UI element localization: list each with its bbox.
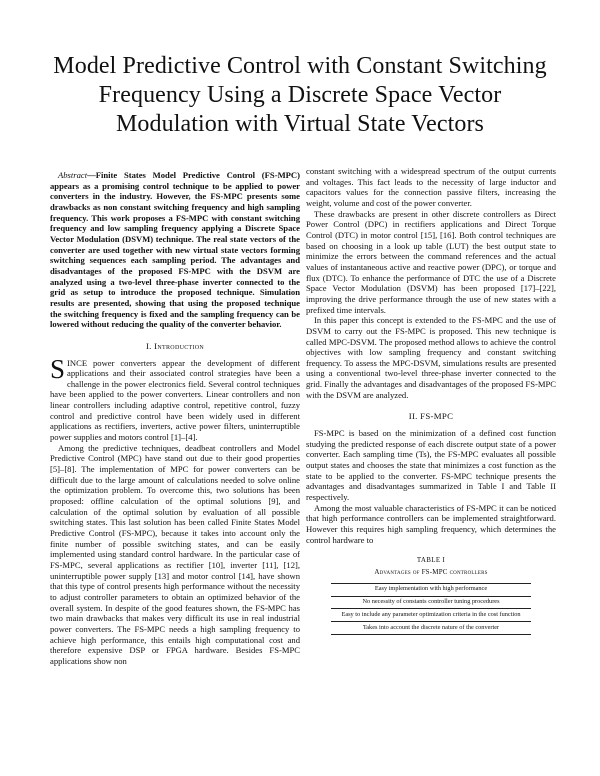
section-heading-fs-mpc: II. FS-MPC — [408, 411, 454, 422]
table-row — [331, 609, 531, 622]
intro-paragraph-3: constant switching with a widespread spectrum of the output currents and voltages. This fact leads to the necessity of large inductor and capacitors values for the connection passive filters, increasing the weight, volume and cost of the power converter. — [306, 166, 556, 208]
intro-paragraph-5: In this paper this concept is extended to the FS-MPC and the use of DSVM to carry out the FS-MPC is proposed. This new technique is called MPC-DSVM. The proposed method allows to achieve the control objectives with low sampling frequency and constant switching frequency. To assess the MPC-DSVM, simulations results are presented using a conventional two-level three-phase inverter connected to the grid. Finally the advantages and disadvantages of the proposed FS-MPC with the DSVM are analyzed. — [306, 315, 556, 400]
abstract-lead: Abstract — [58, 170, 88, 180]
table-row — [331, 583, 531, 596]
intro-paragraph-1 — [50, 353, 300, 443]
abstract — [50, 170, 300, 330]
paper-title: Model Predictive Control with Constant Switching Frequency Using a Discrete Space Vector Modulation with Virtual State Vectors — [53, 53, 547, 137]
table-caption: TABLE I — [416, 556, 446, 565]
fs-mpc-paragraph-2: Among the most valuable characteristics of FS-MPC it can be noticed that high performance controllers can be implemented straightforward. However this requires high sampling frequency, which determines the control hardware to — [306, 502, 556, 545]
fs-mpc-paragraph-1: FS-MPC is based on the minimization of a defined cost function studying the predicted response of each discrete output state of a power converter. Each sampling time (Ts), the FS-MPC evaluates all possible output states and chooses the state that minimizes a cost function as the state to be applied to the converter. FS-MPC technique presents the advantages and disadvantages summarized in Table I and Table II respectively. — [306, 428, 556, 503]
intro-paragraph-4: These drawbacks are present in other discrete controllers as Direct Power Control (DPC) in rectifiers applications and Direct Torque Control (DTC) in motor control [15], [16]. Both control techniques are based on choosing in a look up table (LUT) the best output state to minimize the errors between the command references and the actual values of instantaneous active and reactive power (DPC), or torque and flux (DTC). To enhance the performance of DTC the use of a Discrete Space Vector Modulation (DSVM) has been proposed [17]–[22], improving the drive performance through the use of new states with a prefixed time intervals. — [306, 208, 556, 315]
table-row — [331, 622, 531, 635]
drop-cap: S — [50, 353, 66, 384]
table-cell: Easy implementation with high performance — [331, 583, 531, 596]
advantages-table — [331, 583, 531, 636]
section-heading-introduction: I. Introduction — [145, 340, 205, 351]
left-column — [50, 166, 300, 667]
intro-paragraph-1-text: INCE power converters appear the development of different applications and their associated control strategies have been a challenge in the power electronics field. Several control techniques have been applied to the power converters. Linear controllers and non linear controllers including adaptive control, repetitive control, fuzzy control and predictive control have been widely used in different applications as rectifiers, inverters, active power filters, uninterruptible power supplies and motors control [1]–[4]. — [50, 357, 300, 443]
table-cell: No necessity of constants controller tuning procedures — [331, 596, 531, 609]
table-subtitle: Advantages of FS-MPC controllers — [374, 567, 488, 576]
abstract-text: —Finite States Model Predictive Control (FS-MPC) appears as a promising control technique to be applied to power converters in the industry. However, the FS-MPC presents some drawbacks as non constant switching frequency and high sampling frequency. This work proposes a FS-MPC with constant switching frequency and low sampling frequency applying a Discrete Space Vector Modulation (DSVM) technique. The real state vectors of the converter are used together with new virtual state vectors forming switching sequences each sampling period. The advantages and disadvantages of the proposed FS-MPC with the DSVM are analyzed using a two-level three-phase inverter connected to the grid as setup to introduce the proposed technique. Simulation results are presented, showing that using the proposed technique the switching frequency is fixed and the sampling frequency can be lowered without reducing the quality of the converter behavior. — [50, 170, 300, 330]
table-row — [331, 596, 531, 609]
table-cell: Easy to include any parameter optimization criteria in the cost function — [331, 609, 531, 622]
right-column — [306, 166, 556, 635]
table-cell: Takes into account the discrete nature of the converter — [331, 622, 531, 635]
intro-paragraph-2: Among the predictive techniques, deadbeat controllers and Model Predictive Control (MPC) have stand out due to their good properties [5]–[8]. The implementation of MPC for power converters can be difficult due to the large amount of calculations needed to solve online the optimization problem. To overcome this, two solutions has been proposed: offline calculation of the optimal solutions [9], and calculation of the optimal solution by evaluation of all possible switching states. This last solution has been called Finite States Model Predictive Control (FS-MPC), because it takes into account only the finite number of possible switching states, and can be easily implemented using standard control hardware. In the particular case of FS-MPC, several applications as rectifier [10], inverter [11], [12], uninterruptible power supply [13] and motor control [14], have shown that this type of control presents high performance without the necessity to adjust controller parameters to obtain an optimized behavior of the overall system. In despite of the good features shown, the FS-MPC has two main drawbacks that makes very difficult its use in real industrial power converters. The FS-MPC needs a high sampling frequency to achieve high performance, this entails high computational cost and therefore expensive DSP or FPGA hardware. Besides FS-MPC applications show non — [50, 442, 300, 666]
